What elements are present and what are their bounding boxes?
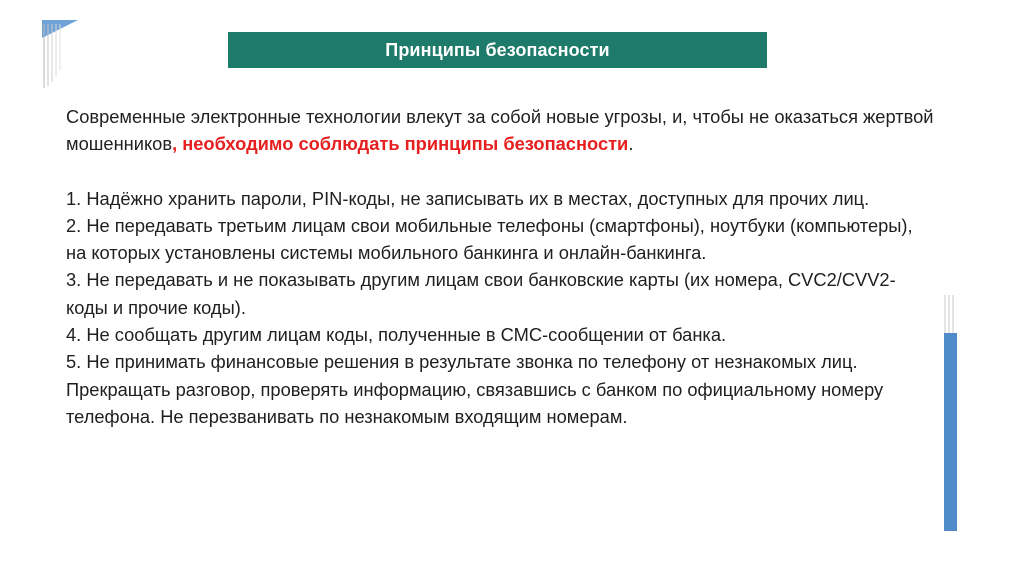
principle-item: 5. Не принимать финансовые решения в результате звонка по телефону от незнакомых лиц. Прекращать разговор, проверять информацию, связавшись с банком по официальному номеру телефона. Не перезванивать по незнакомым входящим номерам. — [66, 351, 884, 427]
side-bar-decoration — [942, 295, 958, 531]
intro-paragraph — [66, 103, 936, 158]
principle-item: 4. Не сообщать другим лицам коды, полученные в СМС-сообщении от банка. — [66, 324, 727, 346]
corner-stripes-decoration — [42, 20, 78, 90]
intro-highlight: , необходимо соблюдать принципы безопасности — [172, 133, 629, 155]
principle-item: 1. Надёжно хранить пароли, PIN-коды, не записывать их в местах, доступных для прочих лиц. — [66, 187, 870, 209]
content-body — [66, 103, 936, 430]
principle-item: 3. Не передавать и не показывать другим лицам свои банковские карты (их номера, CVC2/CVV2- коды и прочие коды). — [66, 269, 896, 318]
intro-text: Современные электронные технологии влекут за собой новые угрозы, и, чтобы не оказаться жертвой мошенников — [66, 106, 934, 155]
intro-ending: . — [628, 133, 634, 155]
principle-item: 2. Не передавать третьим лицам свои мобильные телефоны (смартфоны), ноутбуки (компьютеры), на которых установлены системы мобильного банкинга и онлайн-банкинга. — [66, 214, 913, 264]
title-banner — [228, 32, 767, 68]
page-title: Принципы безопасности — [385, 39, 610, 60]
